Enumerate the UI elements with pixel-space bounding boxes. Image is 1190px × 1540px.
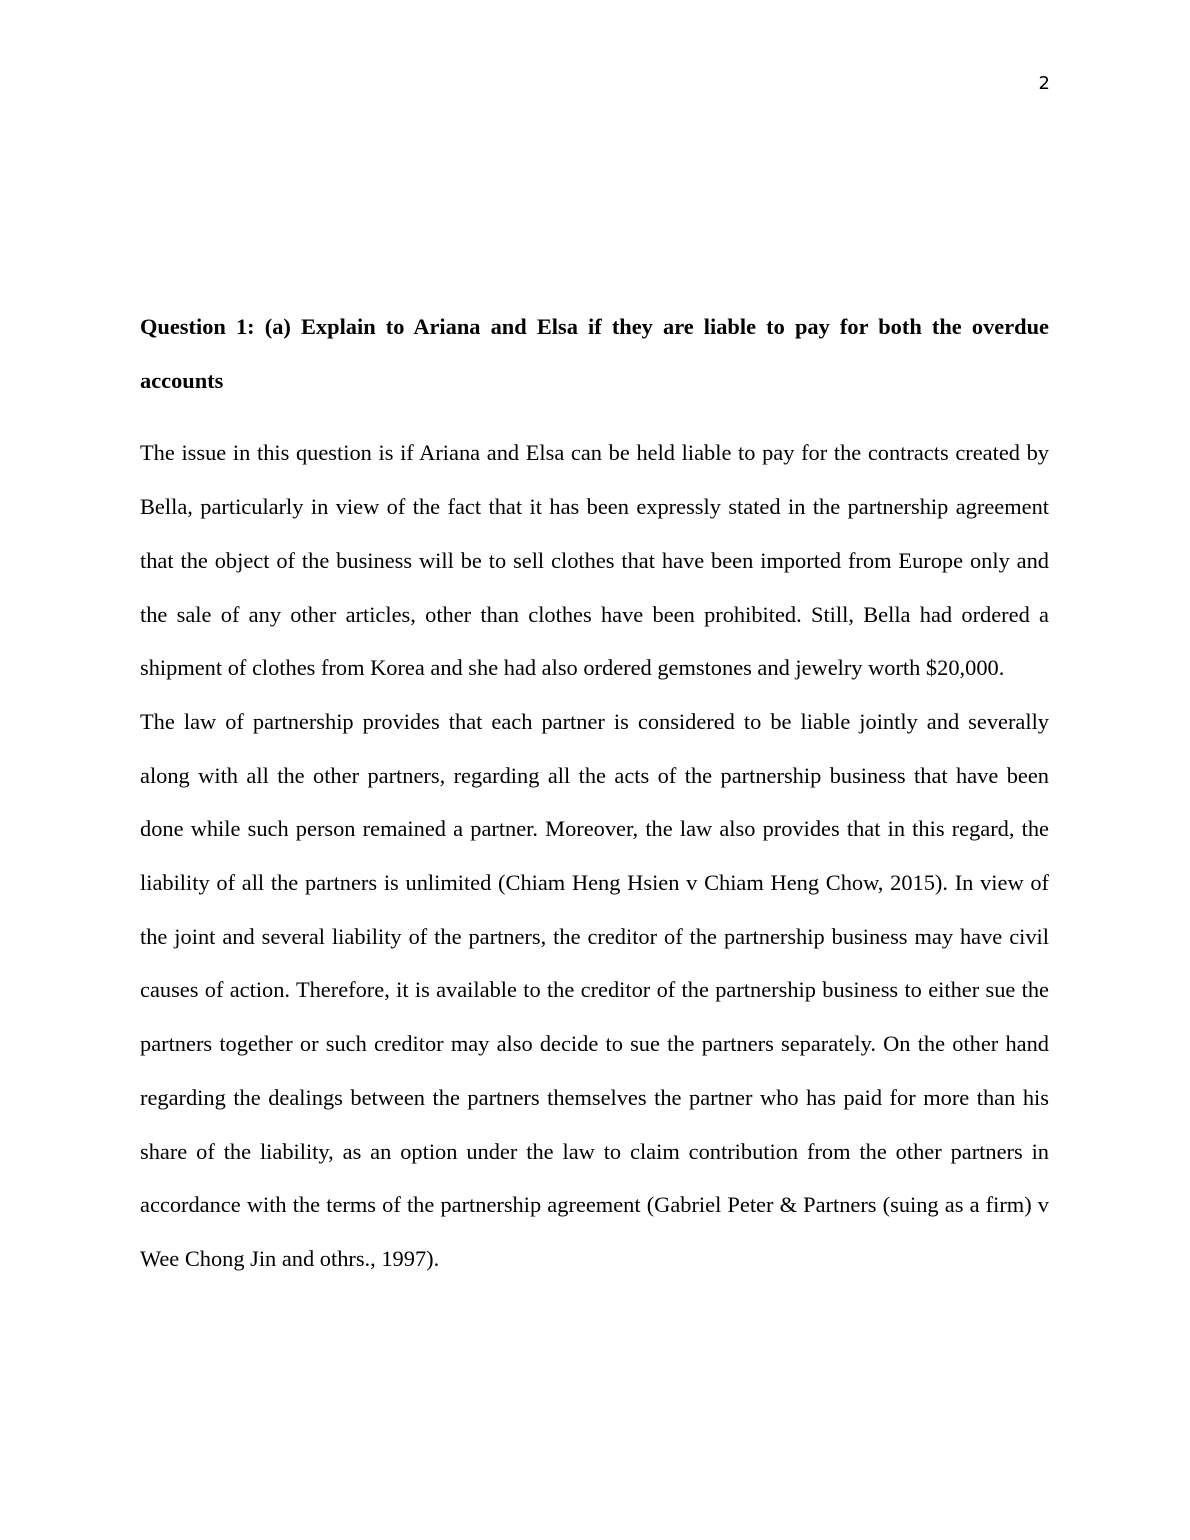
question-heading: Question 1: (a) Explain to Ariana and Elsa if they are liable to pay for both the overdue accounts: [140, 314, 1049, 393]
document-body: [140, 300, 1049, 1286]
paragraph-issue: The issue in this question is if Ariana and Elsa can be held liable to pay for the contracts created by Bella, particularly in view of the fact that it has been expressly stated in the partnership agreement that the object of the business will be to sell clothes that have been imported from Europe only and the sale of any other articles, other than clothes have been prohibited. Still, Bella had ordered a shipment of clothes from Korea and she had also ordered gemstones and jewelry worth $20,000.: [140, 440, 1049, 681]
paragraph-law: The law of partnership provides that each partner is considered to be liable jointly and severally along with all the other partners, regarding all the acts of the partnership business that have been done while such person remained a partner. Moreover, the law also provides that in this regard, the liability of all the partners is unlimited (Chiam Heng Hsien v Chiam Heng Chow, 2015). In view of the joint and several liability of the partners, the creditor of the partnership business may have civil causes of action. Therefore, it is available to the creditor of the partnership business to either sue the partners together or such creditor may also decide to sue the partners separately. On the other hand regarding the dealings between the partners themselves the partner who has paid for more than his share of the liability, as an option under the law to claim contribution from the other partners in accordance with the terms of the partnership agreement (Gabriel Peter & Partners (suing as a firm) v Wee Chong Jin and othrs., 1997).: [140, 708, 1049, 1271]
page-number: 2: [1038, 73, 1050, 94]
